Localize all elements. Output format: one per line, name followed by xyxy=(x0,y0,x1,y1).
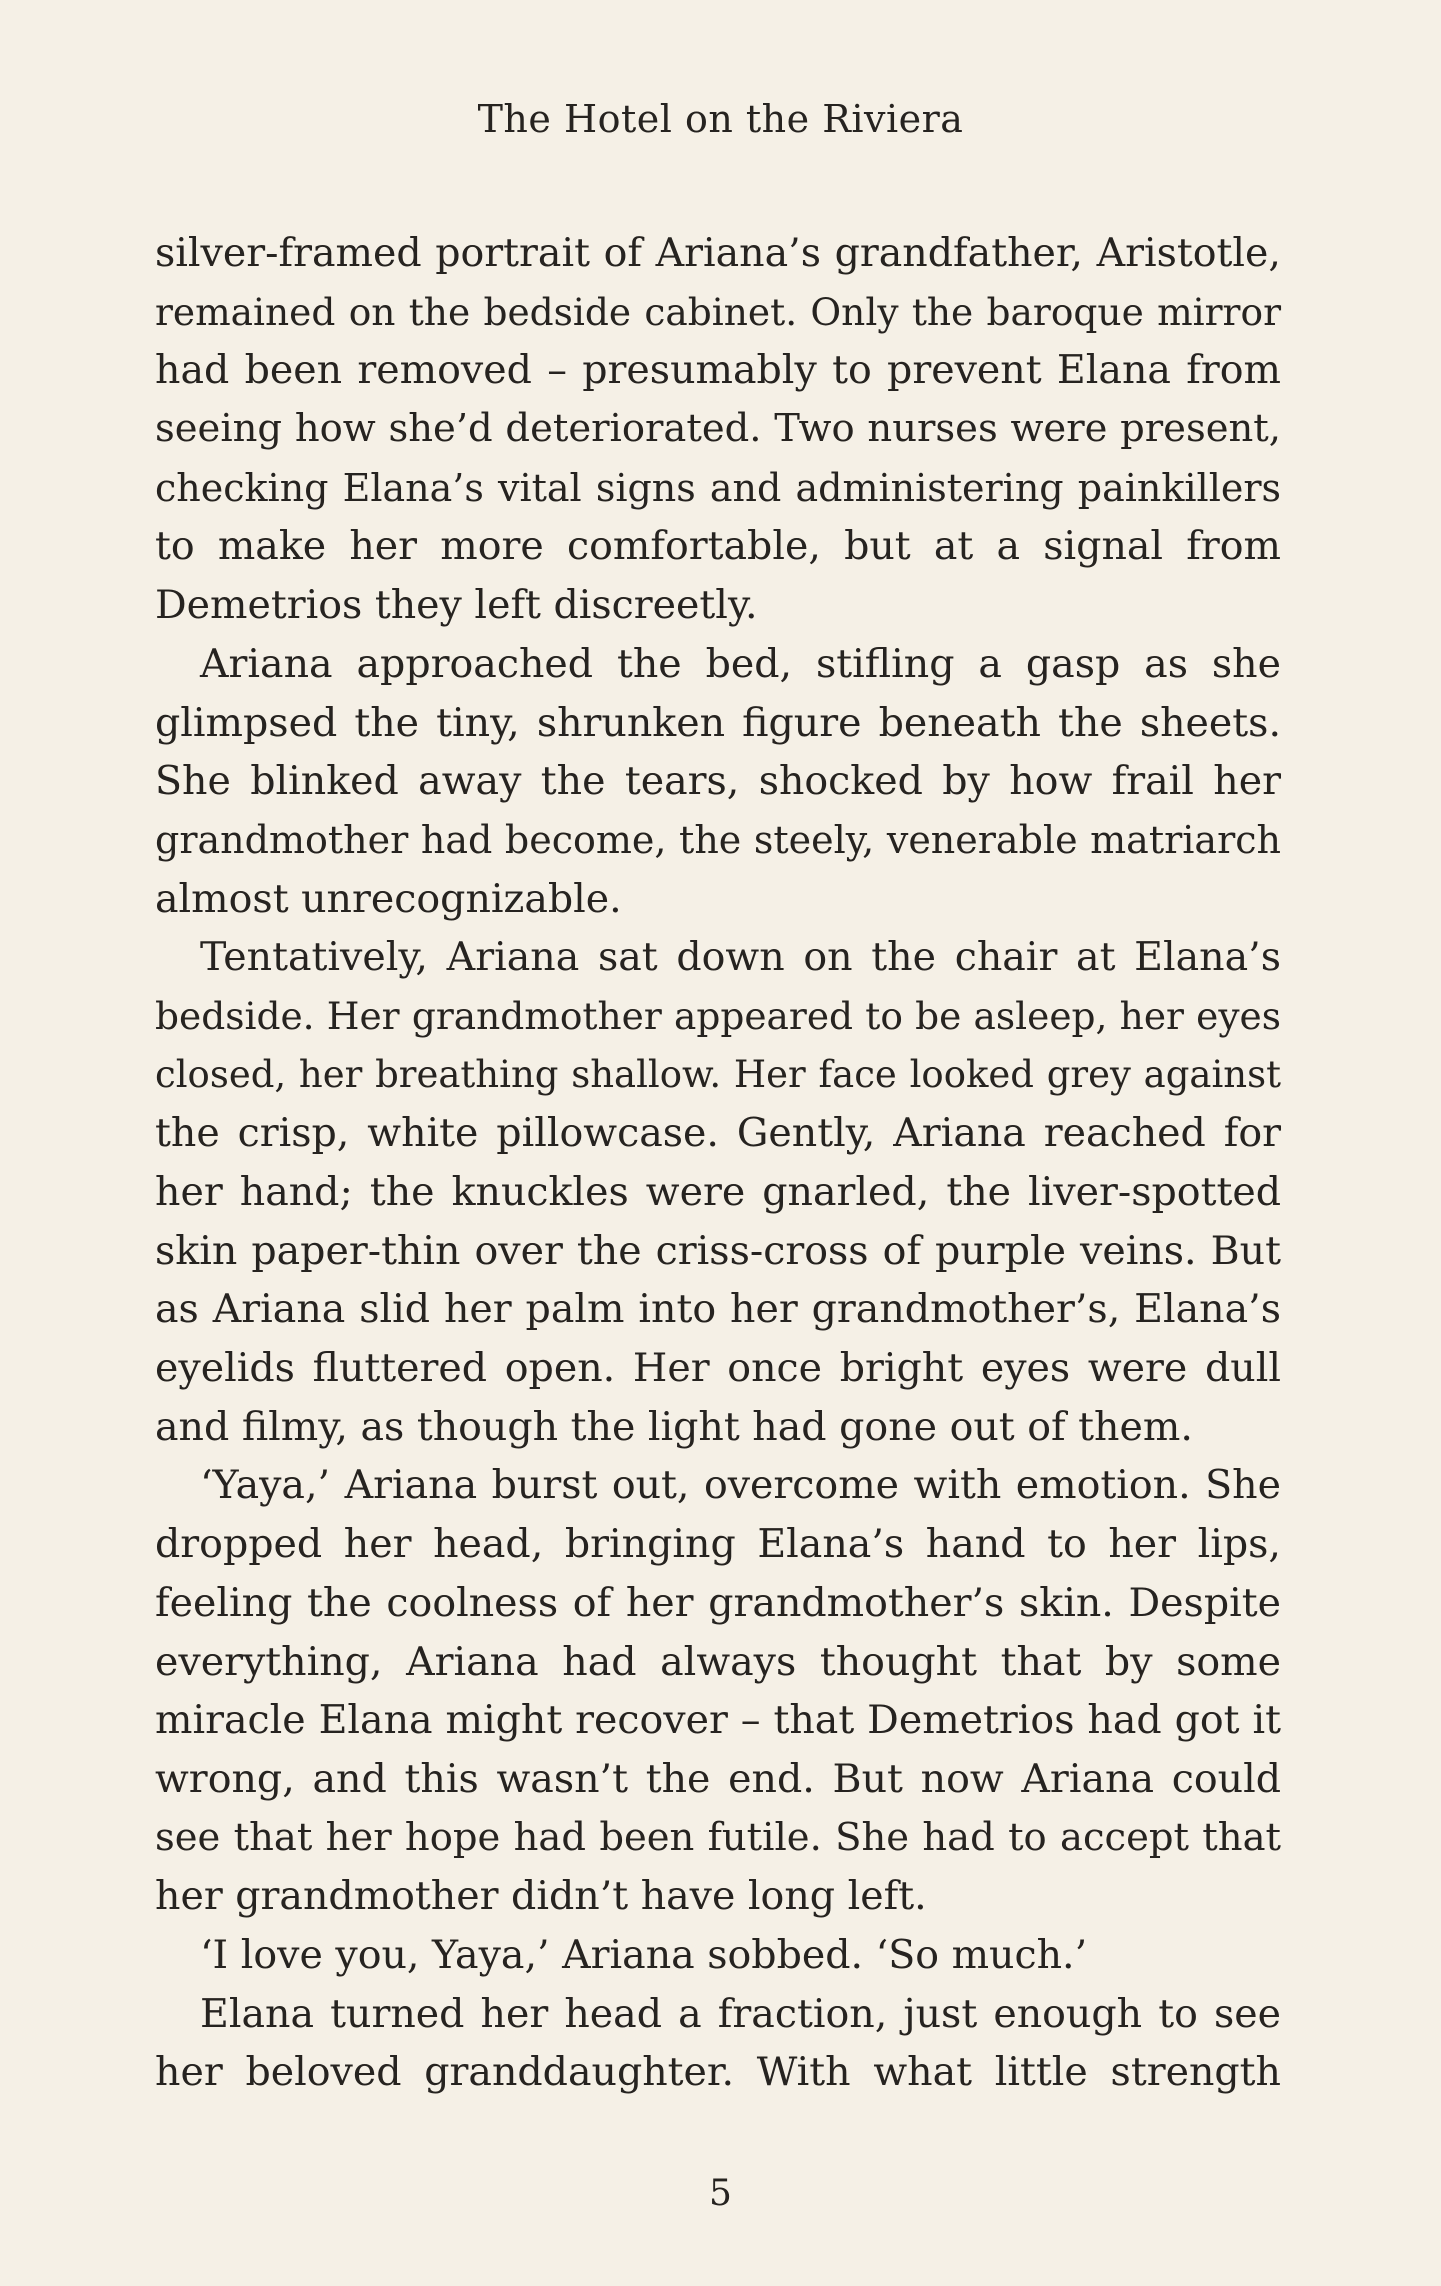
text-line: miracle Elana might recover – that Demetrios had got it xyxy=(155,1697,1281,1744)
page-number: 5 xyxy=(709,2173,732,2214)
text-line: dropped her head, bringing Elana’s hand to her lips, xyxy=(155,1521,1281,1568)
text-line: grandmother had become, the steely, venerable matriarch xyxy=(155,817,1281,862)
text-line: feeling the coolness of her grandmother’s skin. Despite xyxy=(155,1579,1281,1626)
text-line: Elana turned her head a fraction, just enough to see xyxy=(200,1990,1281,2037)
text-line: her hand; the knuckles were gnarled, the liver-spotted xyxy=(155,1169,1281,1215)
text-line: as Ariana slid her palm into her grandmother’s, Elana’s xyxy=(155,1286,1281,1333)
text-line: ‘I love you, Yaya,’ Ariana sobbed. ‘So much.’ xyxy=(200,1931,1088,1978)
text-line: and filmy, as though the light had gone out of them. xyxy=(155,1403,1193,1450)
text-line: She blinked away the tears, shocked by how frail her xyxy=(155,758,1281,805)
text-line: see that her hope had been futile. She had to accept that xyxy=(155,1814,1281,1860)
text-line: eyelids fluttered open. Her once bright eyes were dull xyxy=(155,1345,1281,1392)
text-line: Tentatively, Ariana sat down on the chair at Elana’s xyxy=(200,934,1281,981)
body-text xyxy=(155,224,1281,2102)
text-line: checking Elana’s vital signs and administering painkillers xyxy=(155,465,1281,510)
text-line: almost unrecognizable. xyxy=(155,875,622,922)
text-line: closed, her breathing shallow. Her face looked grey against xyxy=(155,1052,1281,1096)
text-line: glimpsed the tiny, shrunken figure beneath the sheets. xyxy=(155,699,1281,746)
text-line: ‘Yaya,’ Ariana burst out, overcome with emotion. She xyxy=(200,1462,1281,1509)
text-line: bedside. Her grandmother appeared to be asleep, her eyes xyxy=(155,993,1281,1038)
text-line: Demetrios they left discreetly. xyxy=(155,582,758,629)
text-line: silver-framed portrait of Ariana’s grandfather, Aristotle, xyxy=(155,230,1281,276)
running-title: The Hotel on the Riviera xyxy=(477,97,964,141)
text-line: skin paper-thin over the criss-cross of purple veins. But xyxy=(155,1227,1281,1274)
text-line: the crisp, white pillowcase. Gently, Ariana reached for xyxy=(155,1110,1281,1157)
text-line: Ariana approached the bed, stifling a gasp as she xyxy=(200,640,1281,687)
text-line: her beloved granddaughter. With what little strength xyxy=(155,2049,1281,2096)
text-line: remained on the bedside cabinet. Only the baroque mirror xyxy=(155,289,1281,334)
text-line: everything, Ariana had always thought that by some xyxy=(155,1638,1281,1685)
text-line: had been removed – presumably to prevent Elana from xyxy=(155,347,1281,394)
text-line: to make her more comfortable, but at a signal from xyxy=(155,523,1281,570)
text-line: her grandmother didn’t have long left. xyxy=(155,1873,927,1920)
text-line: seeing how she’d deteriorated. Two nurses were present, xyxy=(155,406,1281,452)
text-line: wrong, and this wasn’t the end. But now Ariana could xyxy=(155,1755,1281,1802)
